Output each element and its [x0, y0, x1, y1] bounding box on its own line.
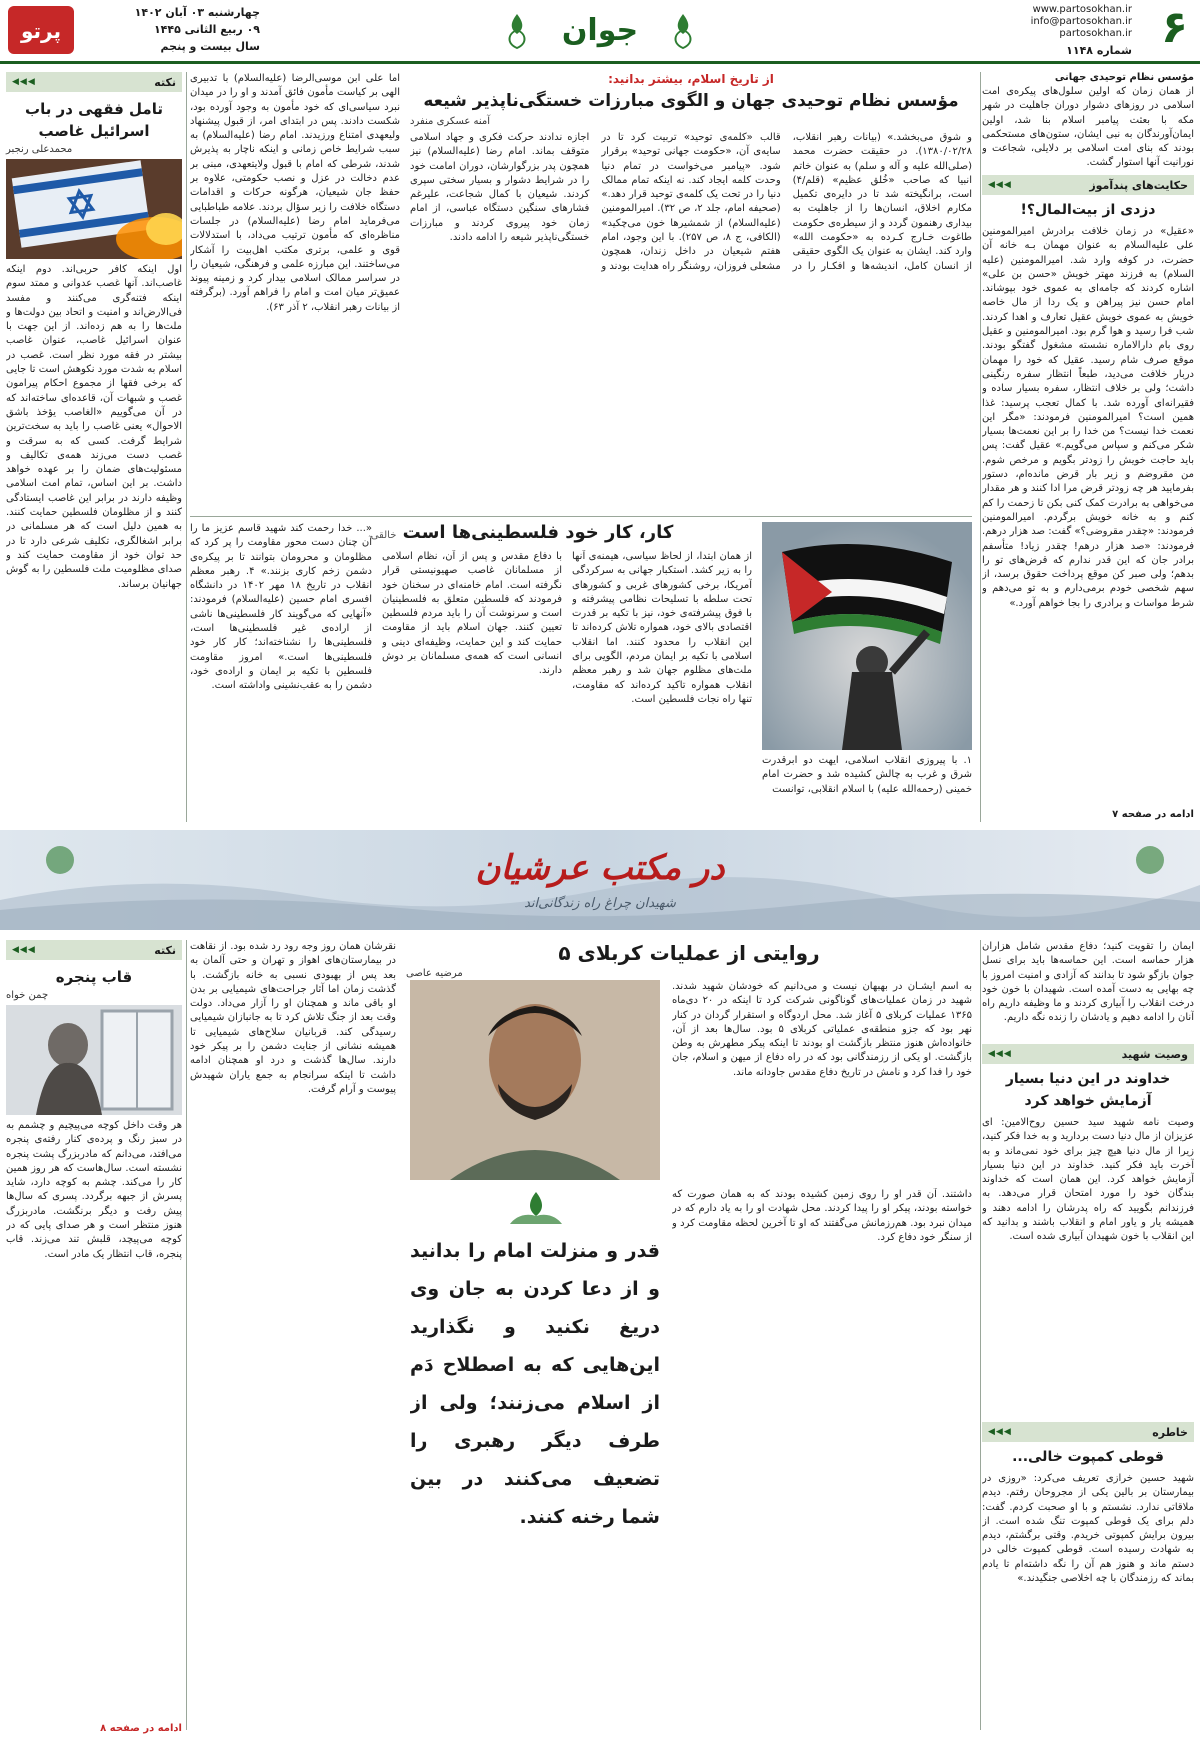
social-link[interactable]: partosokhan.ir [1059, 28, 1132, 39]
banner-subline: شهیدان چراغ راه زندگانی‌اند [524, 896, 676, 911]
section-title: جوان [561, 13, 639, 48]
karbala-text-b: داشتند. آن قدر او را روی زمین کشیده بودند که به همان صورت که خواسته بودند، پیکر او را پیدا کردند. محل شهادت او را به یاد دارم که در میدان نبرد بود. هم‌رزمانش می‌گفتند که او تا آخرین لحظه مقاومت کرد و از سنگر خود دفاع کرد. [672, 1189, 972, 1243]
story-headline: دزدی از بیت‌المال؟! [1020, 202, 1156, 218]
floral-ornament-icon [506, 1188, 566, 1228]
floral-ornament-icon [503, 12, 531, 50]
note-author: محمدعلی رنجبر [6, 144, 73, 155]
palestine-text-c: «... خدا رحمت کند شهید قاسم عزیز ما را آن چنان دست محور مقاومت را پر کرد که مظلومان و محرومان بتوانند تا بر پیکره‌ی دشمن زخم کاری بزنند.» ۴. رهبر معظم انقلاب در تاریخ ۱۸ مهر ۱۴۰۲ در دانشگاه افسری امام حسین (علیه‌السلام) فرمودند: «آنهایی که می‌گویند کار فلسطینی‌ها ناشی از اراده‌ی غیر فلسطینی‌ها است، فلسطینی‌ها را نشناخته‌اند؛ کار کار خود فلسطینی‌ها است.» امروز مقاومت فلسطین با تکیه بر ایمان و اراده‌ی خود، دشمن را به عقب‌نشینی واداشته است. [190, 523, 372, 692]
note-headline: تامل فقهی در باب اسرائیل غاصب [25, 100, 163, 140]
newspaper-logo[interactable] [6, 2, 76, 58]
column-divider [980, 940, 981, 1730]
banner-calligraphy: در مکتب عرشیان [475, 848, 725, 888]
palestine-headline: کار، کار خود فلسطینی‌ها است خالقی [370, 522, 674, 543]
main-article [410, 72, 972, 512]
arrows-icon: ◀◀◀ [988, 1427, 1012, 1437]
martyrs-banner [0, 830, 1200, 930]
israeli-flag-burning-image [6, 159, 182, 259]
memory-text: شهید حسین خرازی تعریف می‌کرد: «روزی در بیمارستان بر بالین یکی از مجروحان رفتم. دیدم ملاقاتی ندارد. نشستم و با او صحبت کردم. گفت: دلم برای یک قوطی کمپوت تنگ شده است. از بیرون برایش کمپوتی خریدم. وقتی برگشتم، دیدم به شهادت رسیده است. قوطی کمپوت خالی در دستم ماند و هنوز هم آن را نگه داشته‌ام تا یادم بماند که رزمندگان با چه اخلاصی جنگیدند.» [982, 1473, 1194, 1585]
will-text: وصیت نامه شهید سید حسین روح‌الامین: ای عزیزان از مال دنیا دست بردارید و به خدا فکر کنید، زیرا از مال دنیا هیچ چیز برای خود نمی‌ماند و به آخرت باید فکر کنید. خداوند در این دنیا بسیار آزمایش خواهد کرد. این همان است که خداوند بندگان خود را مورد امتحان قرار می‌دهد. به فرزندانم بگویید که راه پدرشان را ادامه دهند و همیشه یار و یاور امام و انقلاب باشند و بدانید که این انقلاب با خون شهیدان آبیاری شده است. [982, 1117, 1194, 1243]
row-divider [190, 516, 972, 517]
leader-quote: قدر و منزلت امام را بدانید و از دعا کردن به جان وی دریغ نکنید و نگذارید این‌هایی که به اصطلاح دَم از اسلام می‌زنند؛ ولی از طرف دیگر رهبری را تضعیف می‌کنند در بین شما رخنه کنند. [410, 1240, 660, 1528]
page-number: ۶ [1161, 2, 1188, 53]
contact-info [982, 4, 1132, 40]
imam-reza-text: اما علی ابن موسی‌الرضا (علیه‌السلام) با تدبیری الهی بر کیاست مأمون فائق آمدند و او را در میدان نبرد سیاسی‌ای که خود مأمون به وجود آورده بود، شکست دادند. پس در ابتدای امر، از قبول پیشنهاد ولیعهدی امتناع ورزیدند. امام رضا (علیه‌السلام) به سبب شرایط خاص زمانی و اینکه ناچار به پذیرش شدند، شرطی که امام با قبول ولایتعهدی، مبنی بر عدم دخالت در عزل و نصب حکومتی، علاوه بر حفظ جان شیعیان، هرگونه حرکات و اقدامات دستگاه خلافت را زیر سؤال بردند. علامه طباطبایی می‌فرماید امام رضا (علیه‌السلام) در جلسات مناظره‌ای که مأمون ترتیب می‌داد، با استدلالات قوی و علمی، برتری مکتب اهل‌بیت را آشکار می‌ساختند. این مبارزه علمی و فرهنگی، شیعیان را در سراسر ممالک اسلامی بیدار کرد و زمینه پیوند عمیق‌تر میان امت و امام را فراهم آورد. (برگرفته از بیانات رهبر انقلاب، ۲ آذر ۶۳). [190, 73, 400, 313]
section-bar [982, 175, 1194, 195]
floral-ornament-icon [669, 12, 697, 50]
column-divider [980, 72, 981, 822]
logo-text: پرتو [21, 19, 61, 43]
window-label: نکته [154, 943, 176, 957]
window-text: هر وقت داخل کوچه می‌پیچیم و چشمم به در سبز رنگ و پرده‌ی کنار رفته‌ی پنجره می‌افتد، می‌دانم که مادربزرگ پشت پنجره نشسته است. سال‌هاست که هر روز همین کار را می‌کند. چشم به کوچه دارد، شاید پسرش از جبهه برگردد. پسری که سال‌ها پیش رفت و دیگر برنگشت. مادربزرگ هنوز منتظر است و هر صدای پایی که در کوچه می‌پیچد، قلبش تند می‌زند. قاب پنجره، قاب انتظار یک مادر است. [6, 1120, 182, 1260]
palestine-flag-image [762, 522, 972, 750]
arrows-icon: ◀◀◀ [988, 180, 1012, 190]
palestine-text-a: از همان ابتدا، از لحاظ سیاسی، هیمنه‌ی آنها را به زیر کشد. استکبار جهانی به سرکردگی آمریکا، برخی کشورهای غربی و کشورهای تحت سلطه با تسلیحات نظامی پیشرفته و با فوق پیشرفته‌ی خود، نیز با تکیه بر قدرت اقتصادی بالای خود، همواره تلاش کرده‌اند تا این انقلاب را محدود کنند. اما انقلاب اسلامی با تکیه بر ایمان مردم، الگویی برای ملت‌های مظلوم جهان شد و رهبر معظم انقلاب همواره تاکید کرده‌اند که مقاومت، تنها راه نجات فلسطین است. [572, 551, 752, 705]
memory-bar [982, 1422, 1194, 1442]
email-link[interactable]: info@partosokhan.ir [1030, 16, 1132, 27]
palestine-text-b: با دفاع مقدس و پس از آن، نظام اسلامی از مسلمانان غاصب صهیونیستی قرار نگرفته است. امام خامنه‌ای در سخنان خود فرمودند که فلسطین متعلق به فلسطینیان است و سرنوشت آن را باید مردم فلسطین تعیین کنند. جهان اسلام باید از مقاومت حمایت کند و این حمایت، وظیفه‌ای دینی و انسانی است که همه‌ی مسلمانان بر دوش دارند. [382, 551, 562, 677]
dateline [80, 4, 260, 55]
arrows-icon: ◀◀◀ [12, 77, 36, 87]
note-bar [6, 72, 182, 92]
window-headline: قاب پنجره [55, 968, 133, 986]
karbala-author: مرضیه عاصی [406, 968, 463, 979]
middle-left-column [190, 72, 400, 512]
website-link[interactable]: www.partosokhan.ir [1032, 4, 1132, 15]
right-column [982, 72, 1194, 822]
photo-caption: ۱. با پیروزی انقلاب اسلامی، ایهت دو ابرقدرت شرق و غرب به چالش کشیده شد و حضرت امام خمینی (رحمه‌الله علیه) با اسلام انقلابی، توانست [762, 755, 972, 795]
karbala-article [406, 940, 972, 1730]
continued-link[interactable]: ادامه در صفحه ۸ [100, 1723, 182, 1734]
memory-label: خاطره [1152, 1425, 1188, 1439]
note-text: اول اینکه کافر حربی‌اند. دوم اینکه غاصب‌اند. آنها غصب عدوانی و ممتد سوم اینکه فتنه‌گری می‌کنند و مفسد فی‌الارض‌اند و امنیت و اتحاد بین دولت‌ها و ملت‌ها را به هم زده‌اند. از این جهت با عنوان اسرائیل غاصب، عنوان غاصب بیشتر در فقه مورد نظر است. غصب در اسلام به شدت مورد نکوهش است تا جایی که برخی فقها از مجموع احکام پیرامون غصب و شبهات آن، قاعده‌ای ساخته‌اند که در آن می‌گوییم «الغاصب یؤخذ باشق الاحوال» یعنی غاصب را باید به سخت‌ترین شرایط گرفت. کسی که به سرقت و غصب دست می‌زند همه‌ی تکالیف و مسئولیت‌های ضمان را بر عهده خواهد داشت. بر این اساس، تمام امت اسلامی وظیفه دارند در برابر این غاصب ایستادگی کنند و از مظلومان فلسطین حمایت کنند. به همین دلیل است که هر مسلمانی در برابر اشغالگری، تکلیف شرعی دارد تا در حد توان خود از مقاومت حمایت کند و صدای مظلومیت ملت فلسطین را به گوش جهانیان برساند. [6, 264, 182, 590]
martyr-portrait-image [410, 980, 660, 1180]
date-lunar: ۰۹ ربیع الثانی ۱۴۴۵ [153, 23, 260, 36]
karbala-text: به اسم ایشـان در بهبهان نیست و می‌دانیم که خودشان شهید شدند. شهید در زمان عملیات‌های گوناگونی شرکت کرد تا اینکه در ۲۰ دی‌ماه ۱۳۶۵ عملیات کربلای ۵ آغاز شد. محل اردوگاه و استقرار گردان در کنار نهر بود که جزو منطقه‌ی عملیاتی کربلای ۵ بود. سال‌ها بعد از آن، خانواده‌اش هنوز منتظر بازگشت او بودند تا اینکه پیکر مطهرش به وطن بازگشت. او یکی از رزمندگانی بود که در راه دفاع از میهن و اسلام، جان خود را فدا کرد و نامش در تاریخ دفاع مقدس جاودانه ماند. [672, 981, 972, 1078]
window-column [6, 940, 182, 1734]
continued-link[interactable]: ادامه در صفحه ۷ [1112, 809, 1194, 820]
intro-text: از همان زمان که اولین سلول‌های پیکره‌ی امت اسلامی در روزهای دشوار دوران جاهلیت در شهر مکه با بعثت پیامبر اسلام بنا شد، اولین ایمان‌آورندگان به نبی ایشان، ستون‌های مستحکمی بودند که بنای امت اسلامی بر دلایلی، شجاعت و نورانیت آنها استوار گشت. [982, 86, 1194, 169]
karbala-headline: روایتی از عملیات کربلای ۵ [558, 941, 820, 965]
palestine-byline: خالقی [370, 530, 397, 541]
right-bottom-column [982, 940, 1194, 1730]
chemical-victims-text: نقرشان همان روز وجه رود رد شده بود. از نقاهت در بیمارستان‌های اهواز و تهران و حتی آلمان به بعد پس از بهبودی نسبی به خانه بازگشت. با گذشت زمان اما آثار جراحت‌های شیمیایی بر بدن او باقی ماند و همچنان او را آزار می‌داد. دولت وقت بعد از جنگ تلاش کرد تا به جانبازان شیمیایی رسیدگی کند. قربانیان سلاح‌های شیمیایی تا همیشه نشانی از جنایت دشمن را بر پیکر خود دارند. سال‌ها گذشت و درد او همچنان ادامه داشت تا اینکه سرانجام به جمع یاران شهیدش پیوست و آرام گرفت. [190, 941, 396, 1095]
will-headline: خداوند در این دنیا بسیار آزمایش خواهد کرد [1005, 1071, 1171, 1109]
issue-number: شماره ۱۱۴۸ [1066, 44, 1132, 57]
will-label: وصیت شهید [1121, 1047, 1188, 1061]
will-bar [982, 1044, 1194, 1064]
section-label: حکایت‌های پندآموز [1089, 178, 1188, 192]
main-kicker: از تاریخ اسلام، بیشتر بدانید: [608, 72, 774, 86]
memory-headline: قوطی کمپوت خالی... [1012, 1449, 1164, 1465]
volume-year: سال بیست و پنجم [160, 40, 260, 53]
column-divider [186, 72, 187, 822]
note-label: نکته [154, 75, 176, 89]
main-author: آمنه عسکری منفرد [410, 116, 491, 127]
kicker-top: مؤسس نظام توحیدی جهانی [1054, 72, 1194, 83]
woman-at-window-image [6, 1005, 182, 1115]
section-header [495, 6, 705, 56]
main-article-text: و شوق می‌بخشد.» (بیانات رهبر انقلاب، ۱۳۸۰/۰۲/۲۸). در حقیقت حضرت محمد (صلی‌الله علیه و آله و سلم) به عنوان خاتم انبیا که صاحب «خُلق عظیم» (قلم/۴) است، برانگیخته شد تا در دایره‌ی تکمیل مکارم اخلاق، انسان‌ها را از جاهلیت به بیداری رهنمون گردد و از سیطره‌ی حکومت طاغوت خـارج کـرده به «حکومت الله» وارد کند. ایشان به عنوان یک الگوی حقیقی از انسان کامل، اندیشه‌ها و افکـار را در قالب «کلمه‌ی توحید» تربیت کرد تا در سایه‌ی آن، «حکومت جهانی توحید» برقرار شود. «پیامبر می‌خواست در تمام دنیا وحدت کلمه ایجاد کند. نه اینکه تمام ممالک دنیا را در تحت یک کلمه‌ی توحید قرار دهد.» (صحیفه امام، جلد ۲، ص ۳۲). امیرالمومنین (علیه‌السلام) از شمشیرها خون می‌چکید» (الکافی، ج ۸، ص ۲۵۷). با این وجود، امام هفتم شیعیان در داخل زندان، همچون مشعلی فروزان، روشنگر راه هدایت بودند و اجازه ندادند حرکت فکری و جهاد اسلامی متوقف بماند. امام رضا (علیه‌السلام) نیز همچون پدر بزرگوارشان، دوران امامت خود را در شرایط دشوار و بسیار سختی سپری کردند. شیعیان با کمال شجاعت، علیرغم فشارهای سنگین دستگاه عباسی، از امام زمان خود پیروی کردند و مبارزات خستگی‌ناپذیر شیعه را ادامه دادند. [410, 132, 972, 272]
masthead [0, 0, 1200, 64]
center-bottom-column [190, 940, 396, 1730]
date-solar: چهارشنبه ۰۳ آبان ۱۴۰۲ [134, 6, 260, 19]
story-text: «عقیل» در زمان خلافت برادرش امیرالمومنین علی علیه‌السلام به عنوان مهمان بـه خانه آن حضرت، در کوفه وارد شد. امیرالمومنین (علیه السلام) به فرزند مهتر خویش «حسن بن علی» اشاره کردند که جامه‌ای به عموی خود بپوشاند. امام حسن نیز پیراهن و یک ردا از مال خاصه خویش به عموی خویش عقیل تعارف و اهدا کردند. شب فرا رسید و هوا گرم بود. امیرالمومنین و عقیل روی بام دارالاماره نشسته مشغول گفتگو بودند. موقع صرف شام رسید. عقیل که خود را مهمان دربار خلافت می‌دید، طبعاً انتظار سفره رنگینی داشت؛ ولی بر خلاف انتظار، سفره بسیار ساده و فقیرانه‌ای آورده شد. با کمال تعجب پرسید: غذا همین است؟ امیرالمومنین فرمودند: «مگر این نعمت خدا نیست؟ من خدا را بر این نعمت‌ها بسیار شکر می‌کنم و سپاس می‌گویم.» عقیل گفت: پس باید حاجت خویش را زودتر بگویم و مرخص شوم. من مقروضم و زیر بار قرض مانده‌ام، دستور بفرمایید هر چه زودتر قرض مرا ادا کنند و هر مقدار می‌خواهی به برادرت کمک کنی بکن تا زحمت را کم کنم و به خانه خویش برگردم. امیرالمومنین فرمودند: «چقدر مقروضی؟» گفت: صد هزار درهم. فرمودند: «صد هزار درهم! چقدر زیاد! متأسفم برادر جان که این قدر ندارم که قرض‌های تو را بدهم؛ ولی صبر کن موقع پرداخت حقوق برسد، از سهم شخصی خودم برمی‌دارم و به تو می‌دهم و شرط مواسات و برادری را بجا خواهم آورد.» [982, 226, 1194, 609]
window-bar [6, 940, 182, 960]
column-divider [186, 940, 187, 1730]
main-headline: مؤسس نظام توحیدی جهان و الگوی مبارزات خستگی‌ناپذیر شیعه [423, 91, 959, 111]
defense-text: ایمان را تقویت کنید؛ دفاع مقدس شامل هزاران هزار حماسه است. این حماسه‌ها باید برای نسل جوان بازگو شود تا بدانند که آزادی و امنیت امروز با چه بهایی به دست آمده است. شهیدان با خون خود درخت انقلاب را آبیاری کردند و ما وظیفه داریم راه آنان را ادامه دهیم و یادشان را زنده نگه داریم. [982, 941, 1194, 1024]
arrows-icon: ◀◀◀ [988, 1049, 1012, 1059]
window-author: چمن خواه [6, 990, 49, 1001]
far-left-column [6, 72, 182, 822]
arrows-icon: ◀◀◀ [12, 945, 36, 955]
palestine-article [190, 522, 972, 822]
